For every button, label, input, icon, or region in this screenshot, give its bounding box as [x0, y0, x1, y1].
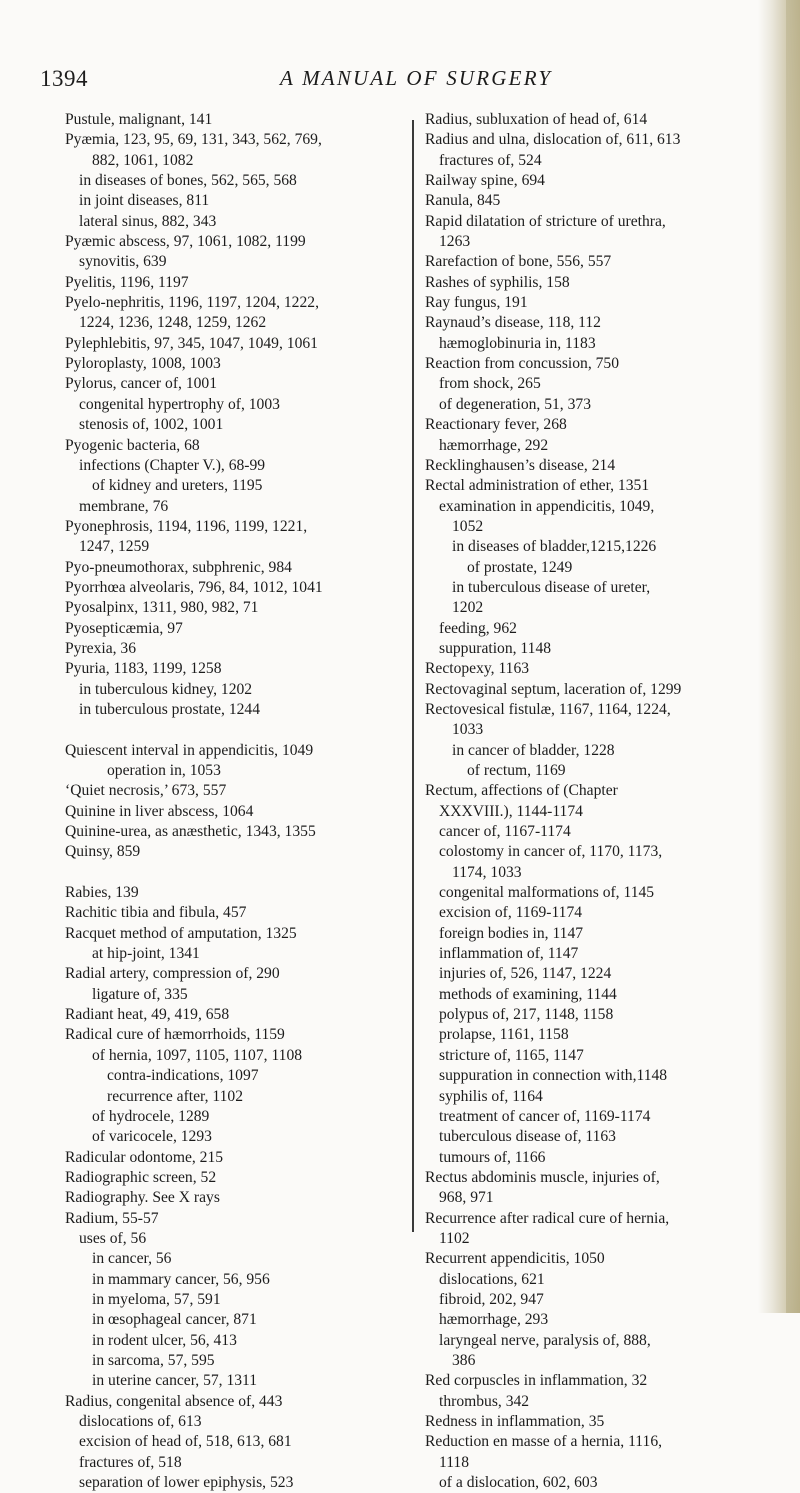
index-entry: Pyogenic bacteria, 68: [65, 436, 200, 454]
index-subentry: examination in appendicitis, 1049,: [439, 497, 655, 515]
index-subentry: 1102: [439, 1229, 470, 1247]
index-subentry: 1263: [439, 233, 471, 251]
index-entry: Pyelo-nephritis, 1196, 1197, 1204, 1222,: [65, 294, 319, 312]
index-entry: Pyæmic abscess, 97, 1061, 1082, 1199: [65, 233, 306, 251]
index-entry: Reduction en masse of a hernia, 1116,: [425, 1433, 663, 1451]
index-subentry: XXXVIII.), 1144-1174: [439, 802, 583, 820]
index-subentry: excision of head of, 518, 613, 681: [79, 1433, 292, 1451]
index-subentry: 968, 971: [439, 1189, 494, 1207]
index-subentry: tuberculous disease of, 1163: [439, 1128, 616, 1146]
index-subentry: of hernia, 1097, 1105, 1107, 1108: [92, 1046, 303, 1064]
index-entry: Radicular odontome, 215: [65, 1148, 224, 1166]
index-subentry: at hip-joint, 1341: [92, 945, 200, 963]
index-subentry: in rodent ulcer, 56, 413: [92, 1331, 237, 1349]
index-subentry: in cancer of bladder, 1228: [452, 741, 615, 759]
index-subentry: contra-indications, 1097: [107, 1067, 259, 1085]
index-subentry: 1224, 1236, 1248, 1259, 1262: [79, 314, 267, 332]
index-entry: Quinine-urea, as anæsthetic, 1343, 1355: [65, 823, 316, 841]
index-subentry: in tuberculous disease of ureter,: [452, 578, 651, 596]
index-subentry: suppuration, 1148: [439, 639, 552, 657]
index-entry: Pylorus, cancer of, 1001: [65, 375, 218, 393]
index-entry: Pyosepticæmia, 97: [65, 619, 183, 637]
index-subentry: dislocations, 621: [439, 1270, 545, 1288]
index-subentry: of hydrocele, 1289: [92, 1107, 210, 1125]
index-column-left: [65, 110, 405, 1493]
index-entry: Radius and ulna, dislocation of, 611, 613: [425, 131, 681, 149]
index-subentry: 1118: [439, 1453, 470, 1471]
index-subentry: polypus of, 217, 1148, 1158: [439, 1006, 614, 1024]
index-subentry: injuries of, 526, 1147, 1224: [439, 965, 612, 983]
index-entry: Pustule, malignant, 141: [65, 111, 213, 128]
index-subentry: 386: [452, 1351, 476, 1369]
index-entry: Quiescent interval in appendicitis, 1049: [65, 741, 314, 759]
index-entry: Pyorrhœa alveolaris, 796, 84, 1012, 1041: [65, 578, 323, 596]
index-subentry: in diseases of bones, 562, 565, 568: [79, 172, 297, 190]
index-entry: ‘Quiet necrosis,’ 673, 557: [65, 782, 227, 800]
index-subentry: of prostate, 1249: [467, 558, 573, 576]
index-subentry: colostomy in cancer of, 1170, 1173,: [439, 843, 663, 861]
index-entry: Rashes of syphilis, 158: [425, 273, 570, 291]
index-subentry: lateral sinus, 882, 343: [79, 212, 217, 230]
page-edge-shade: [786, 0, 800, 1313]
index-subentry: hæmorrhage, 292: [439, 436, 549, 454]
index-subentry: in mammary cancer, 56, 956: [92, 1270, 270, 1288]
index-entry: Raynaud’s disease, 118, 112: [425, 314, 601, 332]
index-subentry: cancer of, 1167-1174: [439, 823, 571, 841]
index-subentry: of degeneration, 51, 373: [439, 395, 591, 413]
index-subentry: from shock, 265: [439, 375, 541, 393]
index-entry: Radiant heat, 49, 419, 658: [65, 1006, 230, 1024]
index-entry: Radium, 55-57: [65, 1209, 159, 1227]
index-entry: Pyrexia, 36: [65, 639, 137, 657]
index-subentry: in cancer, 56: [92, 1250, 172, 1268]
index-subentry: in sarcoma, 57, 595: [92, 1351, 215, 1369]
index-subentry: fractures of, 518: [79, 1453, 182, 1471]
index-subentry: congenital malformations of, 1145: [439, 884, 655, 902]
index-subentry: 1247, 1259: [79, 538, 150, 556]
index-subentry: infections (Chapter V.), 68-99: [79, 456, 266, 474]
index-subentry: in tuberculous kidney, 1202: [79, 680, 253, 698]
index-entry: Radial artery, compression of, 290: [65, 965, 280, 983]
index-subentry: synovitis, 639: [79, 253, 167, 271]
page-header: [0, 66, 800, 96]
index-subentry: treatment of cancer of, 1169-1174: [439, 1107, 651, 1125]
index-subentry: congenital hypertrophy of, 1003: [79, 395, 280, 413]
index-subentry: fractures of, 524: [439, 151, 542, 169]
index-subentry: hæmorrhage, 293: [439, 1311, 549, 1329]
index-entry: Pylephlebitis, 97, 345, 1047, 1049, 1061: [65, 334, 318, 352]
index-subentry: stenosis of, 1002, 1001: [79, 416, 224, 434]
index-subentry: 1202: [452, 599, 484, 617]
index-entry: Rectovesical fistulæ, 1167, 1164, 1224,: [425, 700, 671, 718]
index-subentry: inflammation of, 1147: [439, 945, 579, 963]
index-subentry: thrombus, 342: [439, 1392, 530, 1410]
index-entry: Rachitic tibia and fibula, 457: [65, 904, 247, 922]
index-subentry: of kidney and ureters, 1195: [92, 477, 263, 495]
index-entry: Rectus abdominis muscle, injuries of,: [425, 1168, 660, 1186]
index-column-right: [425, 110, 770, 1493]
index-entry: Red corpuscles in inflammation, 32: [425, 1372, 648, 1390]
index-subentry: stricture of, 1165, 1147: [439, 1046, 584, 1064]
page-number: 1394: [40, 66, 88, 91]
index-entry: Pyelitis, 1196, 1197: [65, 273, 189, 291]
index-subentry: foreign bodies in, 1147: [439, 924, 584, 942]
index-subentry: syphilis of, 1164: [439, 1087, 543, 1105]
index-entry: Ray fungus, 191: [425, 294, 528, 312]
index-entry: Rectopexy, 1163: [425, 660, 530, 678]
section-gap: [65, 863, 405, 883]
index-entry: Rabies, 139: [65, 884, 139, 902]
index-subentry: uses of, 56: [79, 1229, 147, 1247]
index-subentry: membrane, 76: [79, 497, 169, 515]
index-entry: Quinsy, 859: [65, 843, 141, 861]
index-entry: Recklinghausen’s disease, 214: [425, 456, 616, 474]
index-entry: Redness in inflammation, 35: [425, 1413, 605, 1430]
column-divider: [412, 120, 414, 1232]
index-subentry: feeding, 962: [439, 619, 517, 637]
index-subentry: ligature of, 335: [92, 985, 188, 1003]
index-entry: Ranula, 845: [425, 192, 501, 210]
index-subentry: methods of examining, 1144: [439, 985, 617, 1003]
index-subentry: 882, 1061, 1082: [92, 151, 194, 169]
index-subentry: prolapse, 1161, 1158: [439, 1026, 569, 1044]
index-subentry: of rectum, 1169: [467, 762, 566, 779]
index-subentry: fibroid, 202, 947: [439, 1290, 544, 1308]
index-entry: Pyloroplasty, 1008, 1003: [65, 355, 221, 373]
index-entry: Recurrent appendicitis, 1050: [425, 1250, 605, 1268]
index-entry: Pyosalpinx, 1311, 980, 982, 71: [65, 599, 259, 617]
index-entry: Radius, congenital absence of, 443: [65, 1392, 283, 1410]
index-entry: Rapid dilatation of stricture of urethra,: [425, 212, 666, 230]
index-subentry: in myeloma, 57, 591: [92, 1290, 221, 1308]
index-entry: Reactionary fever, 268: [425, 416, 567, 434]
index-subentry: dislocations of, 613: [79, 1413, 202, 1430]
section-gap: [65, 720, 405, 740]
index-entry: Railway spine, 694: [425, 172, 545, 190]
index-entry: Rectal administration of ether, 1351: [425, 477, 650, 495]
index-entry: Radical cure of hæmorrhoids, 1159: [65, 1026, 285, 1044]
index-entry: Pyo-pneumothorax, subphrenic, 984: [65, 558, 292, 576]
index-subentry: tumours of, 1166: [439, 1148, 546, 1166]
index-subentry: in œsophageal cancer, 871: [92, 1311, 257, 1329]
index-subentry: recurrence after, 1102: [107, 1087, 244, 1105]
index-entry: Pyæmia, 123, 95, 69, 131, 343, 562, 769,: [65, 131, 322, 149]
index-entry: Radiography. See X rays: [65, 1189, 220, 1207]
index-entry: Radius, subluxation of head of, 614: [425, 111, 648, 128]
index-subentry: in joint diseases, 811: [79, 192, 210, 210]
index-subentry: 1174, 1033: [452, 863, 522, 881]
index-entry: Quinine in liver abscess, 1064: [65, 802, 254, 820]
index-entry: Racquet method of amputation, 1325: [65, 924, 297, 942]
running-title: A MANUAL OF SURGERY: [280, 66, 553, 90]
index-subentry: hæmoglobinuria in, 1183: [439, 334, 596, 352]
index-subentry: in uterine cancer, 57, 1311: [92, 1372, 258, 1390]
index-entry: Rectum, affections of (Chapter: [425, 782, 618, 800]
index-entry: Rectovaginal septum, laceration of, 1299: [425, 680, 682, 698]
index-subentry: in diseases of bladder,1215,1226: [452, 538, 657, 556]
index-entry: Pyuria, 1183, 1199, 1258: [65, 660, 222, 678]
index-subentry: operation in, 1053: [107, 762, 221, 779]
index-subentry: of varicocele, 1293: [92, 1128, 212, 1146]
index-subentry: laryngeal nerve, paralysis of, 888,: [439, 1331, 651, 1349]
index-subentry: of a dislocation, 602, 603: [439, 1474, 598, 1492]
index-entry: Radiographic screen, 52: [65, 1168, 217, 1186]
index-subentry: 1033: [452, 721, 484, 739]
index-entry: Reaction from concussion, 750: [425, 355, 620, 373]
index-subentry: separation of lower epiphysis, 523: [79, 1474, 294, 1492]
index-subentry: in tuberculous prostate, 1244: [79, 700, 261, 718]
index-entry: Pyonephrosis, 1194, 1196, 1199, 1221,: [65, 517, 308, 535]
index-subentry: suppuration in connection with,1148: [439, 1067, 668, 1085]
index-entry: Rarefaction of bone, 556, 557: [425, 253, 612, 271]
index-subentry: 1052: [452, 517, 484, 535]
index-subentry: excision of, 1169-1174: [439, 904, 583, 922]
index-entry: Recurrence after radical cure of hernia,: [425, 1209, 670, 1227]
